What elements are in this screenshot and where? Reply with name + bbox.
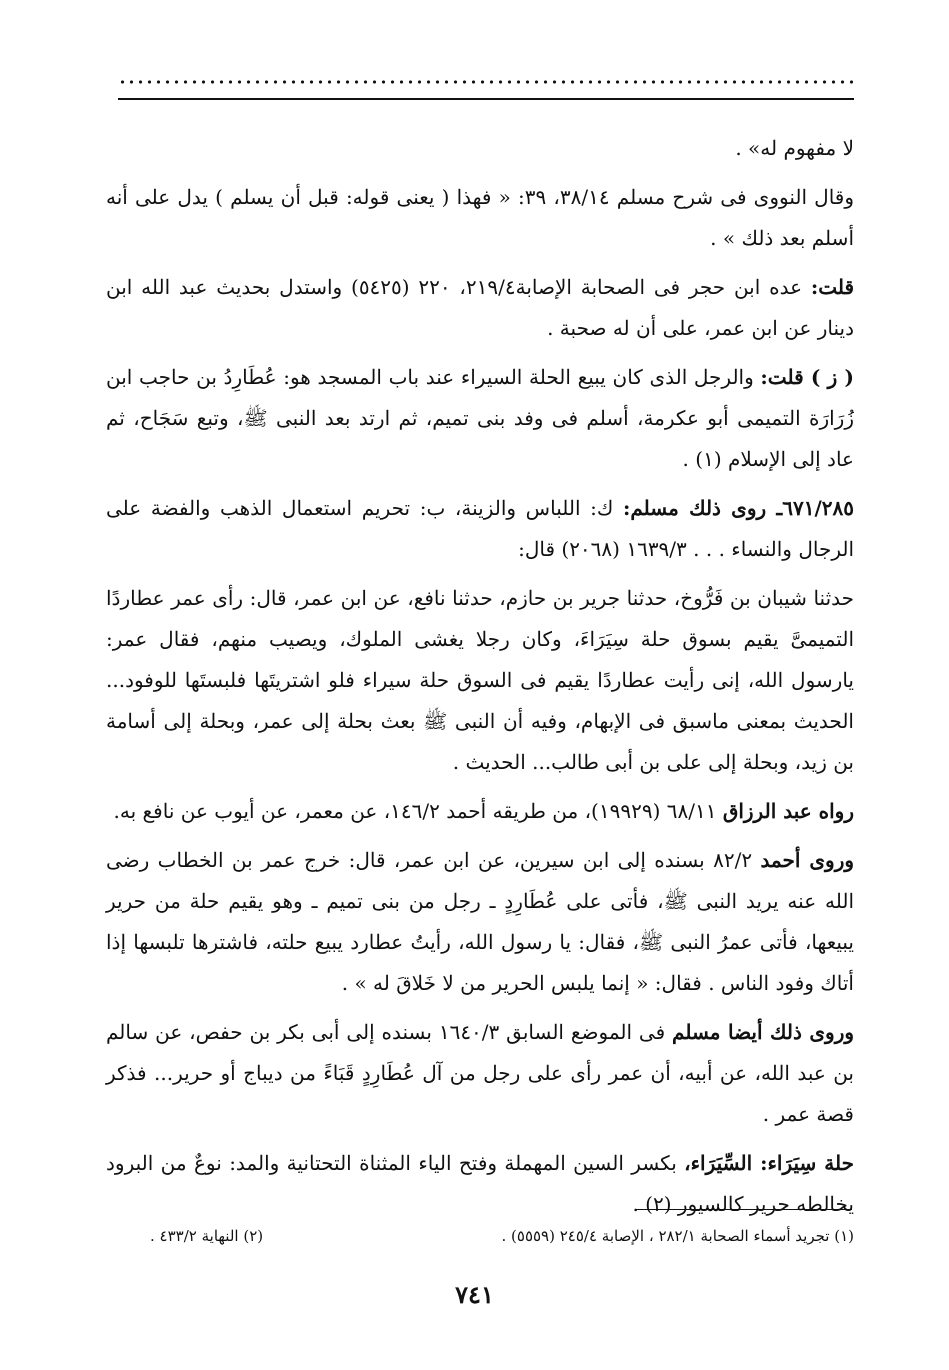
paragraph-6-text: حدثنا شيبان بن فَرُّوخ، حدثنا جرير بن حازم، حدثنا نافع، عن ابن عمر، قال: رأى عمر عطاردًا التميمىَّ يقيم بسوق حلة سِيَرَاءَ، وكان رجلا يغشى الملوك، ويصيب منهم، فقال عمر: يارسول الله، إنى رأيت عطاردًا يقيم فى السوق حلة سيراء فلو اشتريتَها فلبستَها للوفود... الحديث بمعنى ماسبق فى الإبهام، وفيه أن النبى ﷺ بعث بحلة إلى عمر، وبحلة إلى أسامة بن زيد، وبحلة إلى على بن أبى طالب... الحديث . [106, 586, 854, 774]
paragraph-9-lead: وروى ذلك أيضا مسلم [672, 1020, 855, 1044]
footnotes [150, 1224, 854, 1248]
dotted-separator [118, 80, 854, 84]
paragraph-7 [106, 791, 854, 832]
paragraph-6 [106, 578, 854, 783]
header-rule [118, 98, 854, 100]
paragraph-10-text: بكسر السين المهملة وفتح الياء المثناة التحتانية والمد: نوعٌ من البرود يخالطه حرير كالسيور (٢) . [106, 1151, 854, 1216]
paragraph-5-text: ك: اللباس والزينة، ب: تحريم استعمال الذهب والفضة على الرجال والنساء . . . ١٦٣٩/٣ (٢٠٦٨) قال: [106, 496, 854, 561]
paragraph-2-text: وقال النووى فى شرح مسلم ٣٨/١٤، ٣٩: « فهذا ( يعنى قوله: قبل أن يسلم ) يدل على أنه أسلم بعد ذلك » . [106, 185, 855, 250]
paragraph-5-lead: ٦٧١/٢٨٥ـ روى ذلك مسلم: [622, 496, 854, 520]
paragraph-10 [106, 1143, 854, 1225]
paragraph-3-text: عده ابن حجر فى الصحابة الإصابة٢١٩/٤، ٢٢٠ (٥٤٢٥) واستدل بحديث عبد الله ابن دينار عن ابن عمر، على أن له صحبة . [106, 275, 854, 340]
paragraph-2 [106, 177, 854, 259]
footnote-2: (٢) النهاية ٤٣٣/٢ . [150, 1227, 264, 1245]
paragraph-10-lead: حلة سِيَرَاء: السِّيَرَاء، [684, 1151, 854, 1175]
paragraph-8-text: ٨٢/٢ بسنده إلى ابن سيرين، عن ابن عمر، قال: خرج عمر بن الخطاب رضى الله عنه يريد النبى ﷺ، فأتى على عُطَارِدٍ ـ رجل من بنى تميم ـ وهو يقيم حلة من حرير يبيعها، فأتى عمرُ النبى ﷺ، فقال: يا رسول الله، رأيتُ عطارد يبيع حلته، فاشترها تلبسها إذا أتاك وفود الناس . فقال: « إنما يلبس الحرير من لا خَلاقَ له » . [106, 848, 855, 995]
paragraph-7-text: ٦٨/١١ (١٩٩٢٩)، من طريقه أحمد ١٤٦/٢، عن معمر، عن أيوب عن نافع به. [113, 799, 723, 823]
paragraph-4 [106, 357, 854, 480]
footnote-1: (١) تجريد أسماء الصحابة ٢٨٢/١ ، الإصابة ٢٤٥/٤ (٥٥٥٩) . [501, 1227, 854, 1245]
paragraph-5 [106, 488, 854, 570]
main-text [106, 128, 854, 1225]
paragraph-8 [106, 840, 854, 1004]
paragraph-1 [106, 128, 854, 169]
paragraph-9 [106, 1012, 854, 1135]
paragraph-4-text: والرجل الذى كان يبيع الحلة السيراء عند باب المسجد هو: عُطَارِدُ بن حاجب ابن زُرَارَة التميمى أبو عكرمة، أسلم فى وفد بنى تميم، ثم ارتد بعد النبى ﷺ، وتبع سَجَاح، ثم عاد إلى الإسلام (١) . [106, 365, 854, 471]
paragraph-1-text: لا مفهوم له» . [735, 136, 854, 160]
paragraph-8-lead: وروى أحمد [760, 848, 855, 872]
paragraph-9-text: فى الموضع السابق ١٦٤٠/٣ بسنده إلى أبى بكر بن حفص، عن سالم بن عبد الله، عن أبيه، أن عمر رأى على رجل من آل عُطَارِدٍ قَبَاءً من ديباج أو حرير... فذكر قصة عمر . [106, 1020, 854, 1126]
paragraph-4-lead: ( ز ) قلت: [760, 365, 854, 389]
paragraph-3 [106, 267, 854, 349]
paragraph-7-lead: رواه عبد الرزاق [722, 799, 854, 823]
paragraph-3-lead: قلت: [810, 275, 855, 299]
footnote-rule [636, 1209, 852, 1210]
page-number: ٧٤١ [455, 1280, 494, 1309]
